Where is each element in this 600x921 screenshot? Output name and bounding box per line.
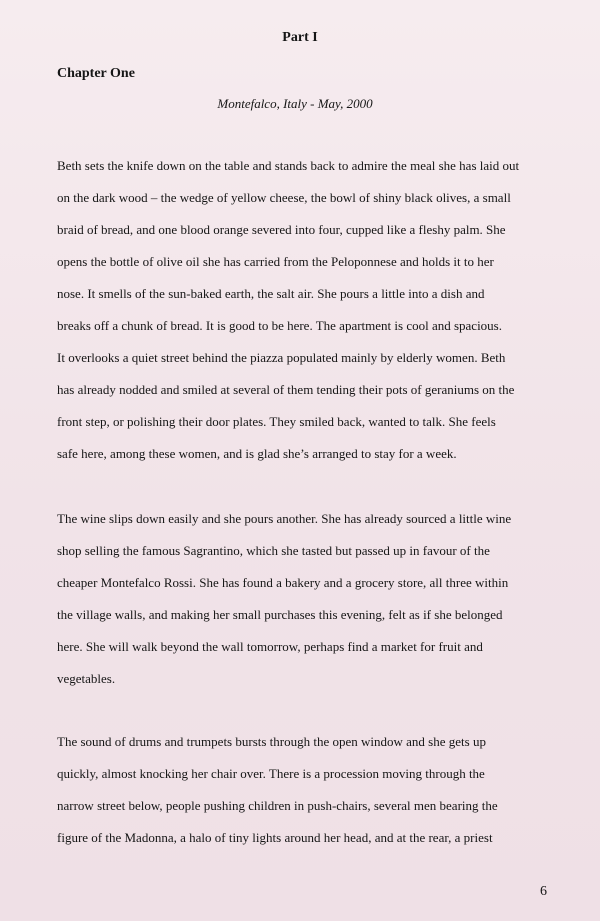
- text-line: vegetables.: [57, 671, 116, 686]
- text-line: It overlooks a quiet street behind the piazza populated mainly by elderly women. Beth: [57, 350, 506, 365]
- dateline: Montefalco, Italy - May, 2000: [217, 96, 373, 111]
- paragraph-3: [57, 726, 557, 854]
- text-line: breaks off a chunk of bread. It is good to be here. The apartment is cool and spacious.: [57, 318, 502, 333]
- text-line: here. She will walk beyond the wall tomorrow, perhaps find a market for fruit and: [57, 639, 483, 654]
- paragraph-1: [57, 150, 557, 470]
- text-line: braid of bread, and one blood orange severed into four, cupped like a fleshy palm. She: [57, 222, 506, 237]
- text-line: has already nodded and smiled at several of them tending their pots of geraniums on the: [57, 382, 515, 397]
- text-line: shop selling the famous Sagrantino, which she tasted but passed up in favour of the: [57, 543, 490, 558]
- text-line: the village walls, and making her small purchases this evening, felt as if she belonged: [57, 607, 503, 622]
- paragraph-2: [57, 503, 557, 695]
- text-line: narrow street below, people pushing children in push-chairs, several men bearing the: [57, 798, 498, 813]
- text-line: on the dark wood – the wedge of yellow cheese, the bowl of shiny black olives, a small: [57, 190, 511, 205]
- text-line: front step, or polishing their door plates. They smiled back, wanted to talk. She feels: [57, 414, 496, 429]
- chapter-title: Chapter One: [57, 66, 135, 81]
- text-line: quickly, almost knocking her chair over. There is a procession moving through the: [57, 766, 485, 781]
- text-line: cheaper Montefalco Rossi. She has found a bakery and a grocery store, all three within: [57, 575, 509, 590]
- text-line: The sound of drums and trumpets bursts through the open window and she gets up: [57, 734, 486, 749]
- text-line: figure of the Madonna, a halo of tiny lights around her head, and at the rear, a priest: [57, 830, 493, 845]
- page-number: 6: [540, 884, 547, 899]
- text-line: safe here, among these women, and is glad she’s arranged to stay for a week.: [57, 446, 457, 461]
- text-line: The wine slips down easily and she pours another. She has already sourced a little wine: [57, 511, 512, 526]
- text-line: Beth sets the knife down on the table and stands back to admire the meal she has laid out: [57, 158, 520, 173]
- part-title: Part I: [282, 30, 318, 45]
- text-line: opens the bottle of olive oil she has carried from the Peloponnese and holds it to her: [57, 254, 494, 269]
- text-line: nose. It smells of the sun-baked earth, the salt air. She pours a little into a dish and: [57, 286, 485, 301]
